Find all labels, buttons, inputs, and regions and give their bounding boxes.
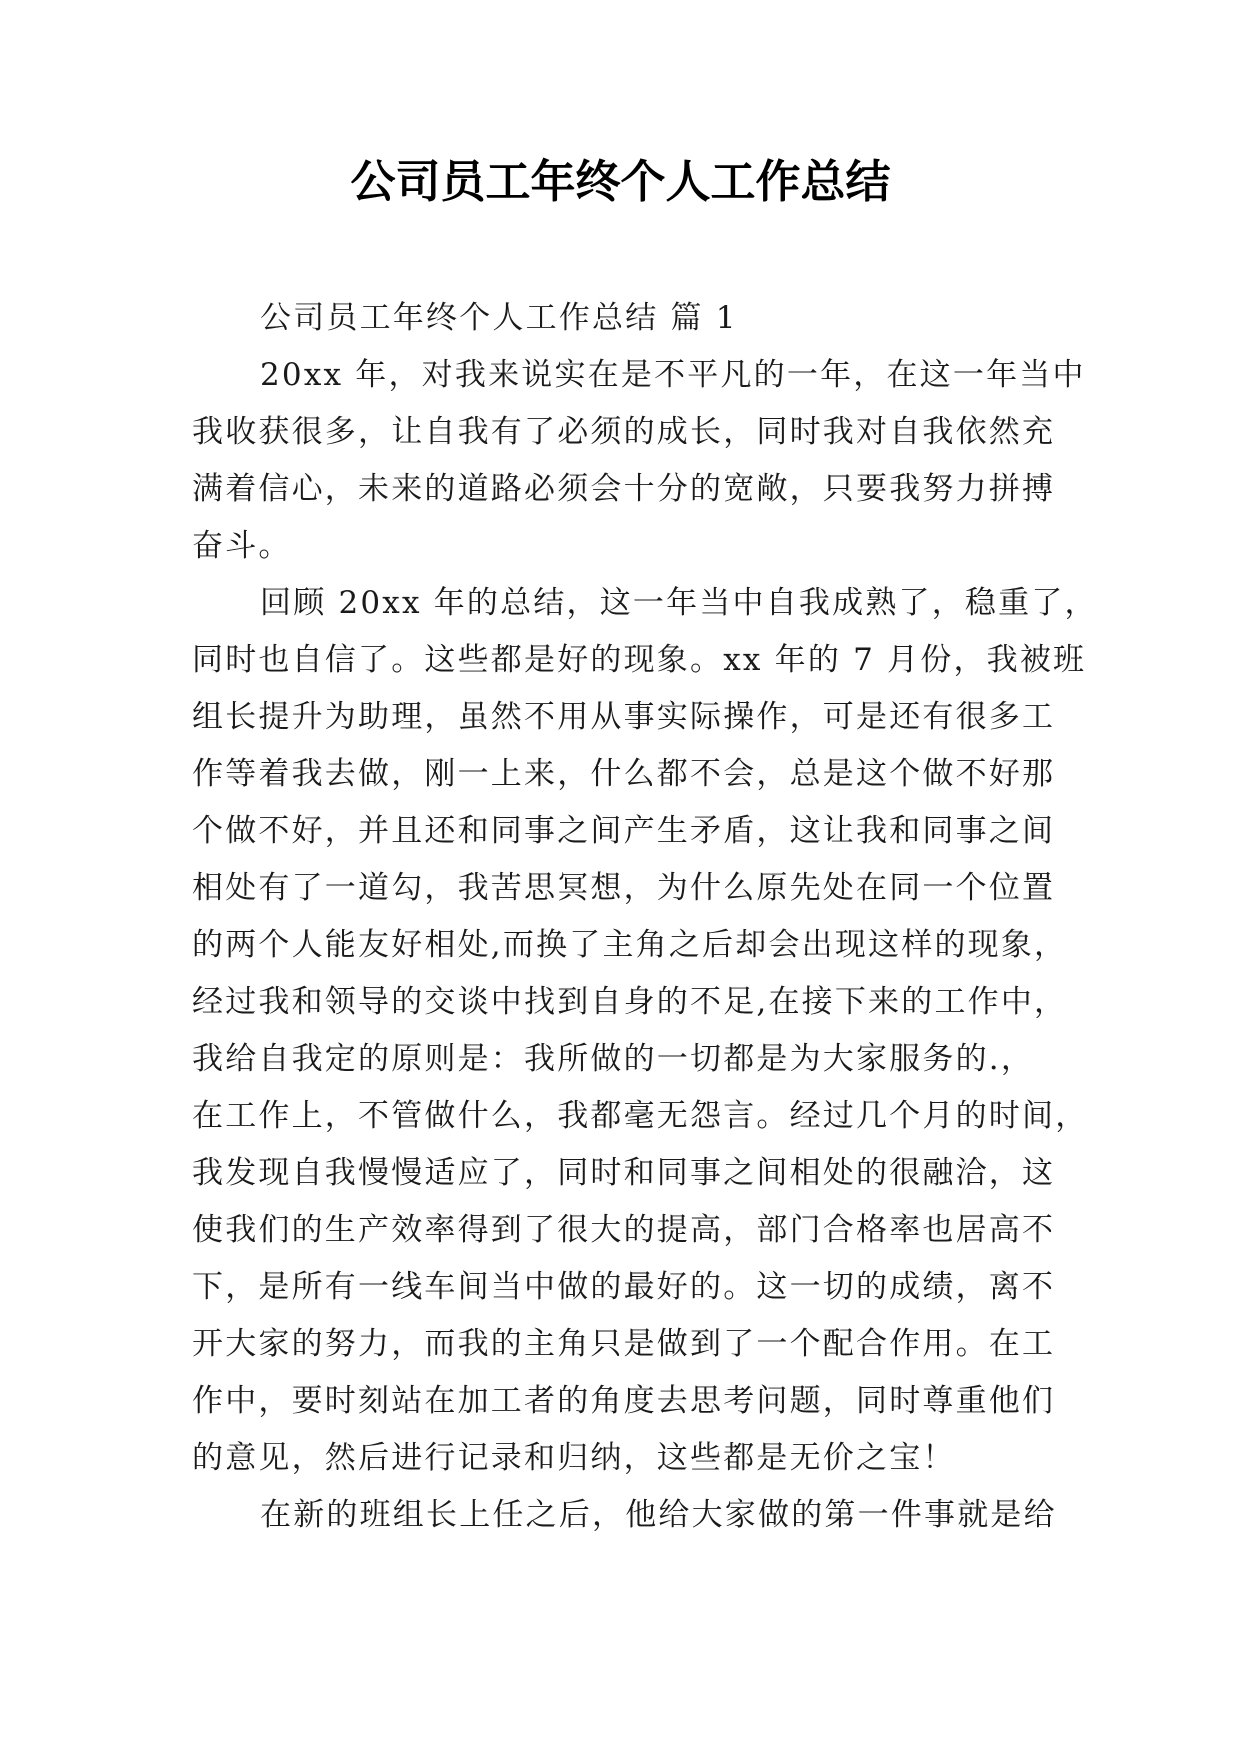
text-line: 个做不好，并且还和同事之间产生矛盾，这让我和同事之间 bbox=[192, 813, 1056, 849]
text-line: 20xx 年，对我来说实在是不平凡的一年，在这一年当中 bbox=[260, 357, 1086, 393]
text-line: 同时也自信了。这些都是好的现象。xx 年的 7 月份，我被班 bbox=[192, 642, 1087, 678]
text-line: 的两个人能友好相处,而换了主角之后却会出现这样的现象， bbox=[192, 927, 1068, 963]
paragraph-3 bbox=[192, 1487, 1062, 1544]
text-line: 在工作上，不管做什么，我都毫无怨言。经过几个月的时间， bbox=[192, 1098, 1089, 1134]
text-line: 作中，要时刻站在加工者的角度去思考问题，同时尊重他们 bbox=[192, 1383, 1056, 1419]
text-line: 下，是所有一线车间当中做的最好的。这一切的成绩，离不 bbox=[192, 1269, 1056, 1305]
text-line: 经过我和领导的交谈中找到自身的不足,在接下来的工作中， bbox=[192, 984, 1068, 1020]
text-line: 满着信心，未来的道路必须会十分的宽敞，只要我努力拼搏 bbox=[192, 471, 1056, 507]
document-body bbox=[192, 290, 1098, 1544]
text-line: 相处有了一道勾，我苦思冥想，为什么原先处在同一个位置 bbox=[192, 870, 1056, 906]
text-line: 作等着我去做，刚一上来，什么都不会，总是这个做不好那 bbox=[192, 756, 1056, 792]
text-line: 在新的班组长上任之后，他给大家做的第一件事就是给 bbox=[260, 1497, 1057, 1533]
text-line: 我给自我定的原则是：我所做的一切都是为大家服务的.， bbox=[192, 1041, 1035, 1077]
paragraph-2 bbox=[192, 575, 1098, 1487]
document-title: 公司员工年终个人工作总结 bbox=[350, 155, 891, 208]
text-line: 组长提升为助理，虽然不用从事实际操作，可是还有很多工 bbox=[192, 699, 1056, 735]
section-heading: 公司员工年终个人工作总结 篇 1 bbox=[260, 300, 738, 336]
text-line: 的意见，然后进行记录和归纳，这些都是无价之宝！ bbox=[192, 1440, 956, 1476]
text-line: 我收获很多，让自我有了必须的成长，同时我对自我依然充 bbox=[192, 414, 1056, 450]
text-line: 使我们的生产效率得到了很大的提高，部门合格率也居高不 bbox=[192, 1212, 1056, 1248]
text-line: 开大家的努力，而我的主角只是做到了一个配合作用。在工 bbox=[192, 1326, 1056, 1362]
paragraph-1 bbox=[192, 347, 1086, 575]
text-line: 我发现自我慢慢适应了，同时和同事之间相处的很融洽，这 bbox=[192, 1155, 1056, 1191]
text-line: 奋斗。 bbox=[192, 528, 292, 564]
text-line: 回顾 20xx 年的总结，这一年当中自我成熟了，稳重了， bbox=[260, 585, 1098, 621]
